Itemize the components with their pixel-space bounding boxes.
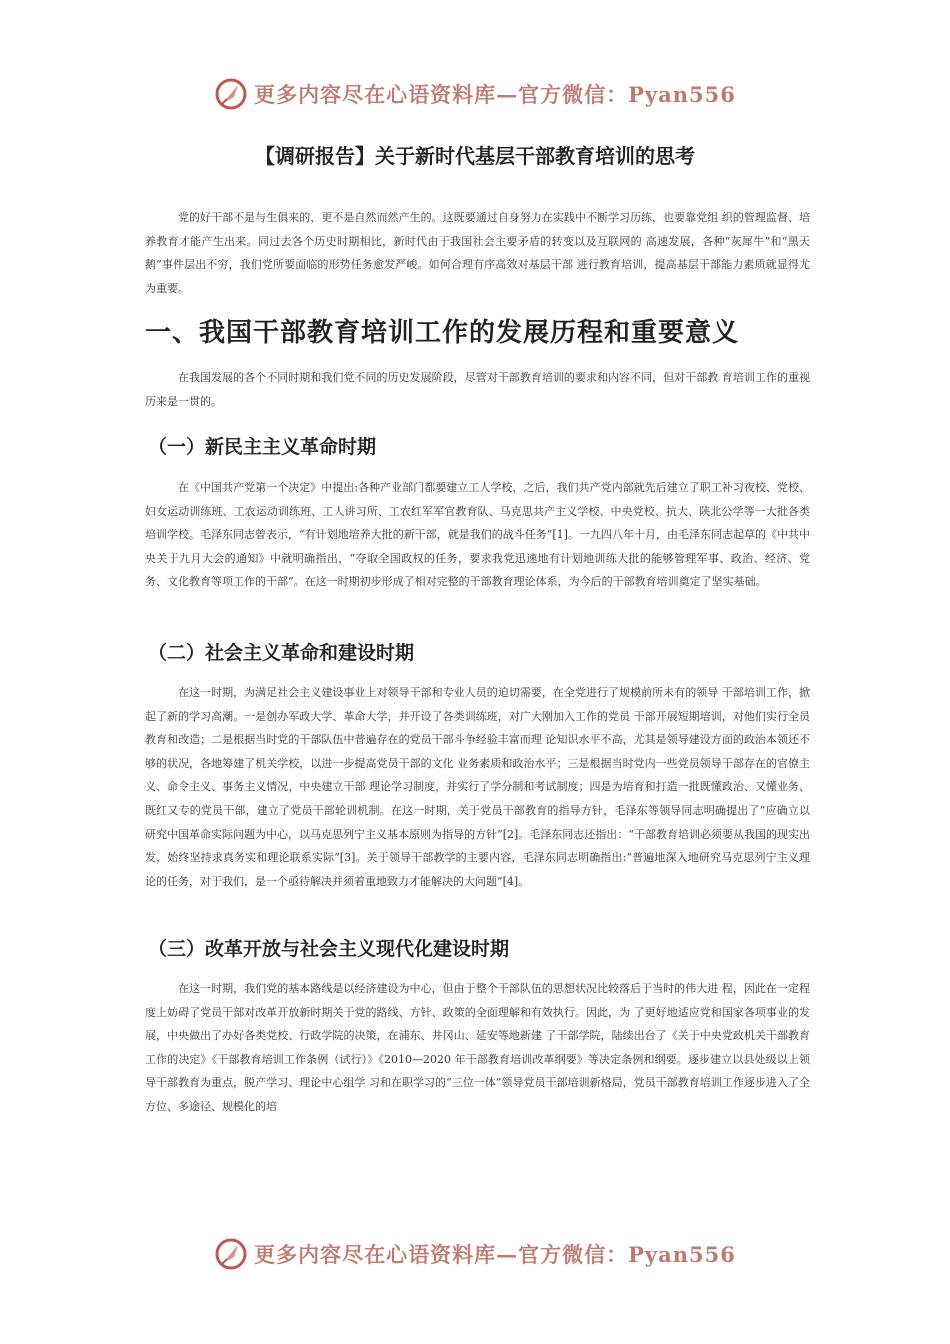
- quill-logo-icon: [214, 1237, 248, 1271]
- header-watermark-banner: [0, 74, 950, 114]
- subsection-3-heading: （三）改革开放与社会主义现代化建设时期: [148, 938, 510, 960]
- document-title: 【调研报告】关于新时代基层干部教育培训的思考: [255, 144, 695, 168]
- subsection-1-text: 在《中国共产党第一个决定》中提出:各种产业部门都要建立工人学校，之后，我们共产党内部就先后建立了职工补习夜校、党校、妇女运动训练班、工农运动训练班、工人讲习所、工农红军军官教育队、马克思共产主义学校、中央党校、抗大、陕北公学等一大批各类培训学校。毛泽东同志曾表示，“有计划地培养大批的新干部，就是我们的战斗任务”[1]。一九四八年十月，由毛泽东同志起草的《中共中央关于九月大会的通知》中就明确指出，“夺取全国政权的任务，要求我党迅速地有计划地训练大批的能够管理军事、政治、经济、党务、文化教育等项工作的干部”。在这一时期初步形成了相对完整的干部教育理论体系，为今后的干部教育培训奠定了坚实基础。: [145, 481, 810, 589]
- watermark-text: 更多内容尽在心语资料库—官方微信：Pyan556: [254, 82, 736, 107]
- watermark-text: 更多内容尽在心语资料库—官方微信：Pyan556: [254, 1242, 736, 1267]
- section-1-intro: 在我国发展的各个不同时期和我们党不同的历史发展阶段，尽管对干部教育培训的要求和内容不同，但对干部教 育培训工作的重视历来是一贯的。: [145, 371, 810, 408]
- subsection-2-text: 在这一时期，为满足社会主义建设事业上对领导干部和专业人员的迫切需要，在全党进行了规模前所未有的领导 干部培训工作，掀起了新的学习高潮。一是创办军政大学、革命大学，并开设了各类训练班，对广大刚加入工作的党员 干部开展短期培训，对他们实行全员教育和改造；二是根据当时党的干部队伍中普遍存在的党员干部斗争经验丰富而理 论知识水平不高，尤其是领导建设方面的政治本领还不够的状况，各地筹建了机关学校，以进一步提高党员干部的文化 业务素质和政治水平；三是根据当时党内一些党员领导干部存在的官僚主义、命令主义、事务主义情况，中央建立干部 理论学习制度，并实行了学分制和考试制度；四是为培育和打造一批既懂政治、又懂业务、既红又专的党员干部，建立了党员干部轮训机制。在这一时期，关于党员干部教育的指导方针，毛泽东等领导同志明确提出了“应确立以研究中国革命实际问题为中心，以马克思列宁主义基本原则为指导的方针”[2]。毛泽东同志还指出：“干部教育培训必须要从我国的现实出发，始终坚持求真务实和理论联系实际”[3]。关于领导干部教学的主要内容，毛泽东同志明确指出:“普遍地深入地研究马克思列宁主义理论的任务，对于我们，是一个亟待解决并须着重地致力才能解决的大问题”[4]。: [145, 686, 810, 888]
- subsection-2-heading: （二）社会主义革命和建设时期: [148, 642, 415, 664]
- quill-logo-icon: [214, 77, 248, 111]
- subsection-1-heading: （一）新民主主义革命时期: [148, 436, 377, 458]
- footer-watermark-banner: [0, 1234, 950, 1274]
- section-1-heading: 一、我国干部教育培训工作的发展历程和重要意义: [145, 318, 740, 348]
- intro-paragraph: 党的好干部不是与生俱来的，更不是自然而然产生的。这既要通过自身努力在实践中不断学习历练，也要靠党组 织的管理监督、培养教育才能产生出来。同过去各个历史时期相比，新时代由于我国社会主要矛盾的转变以及互联网的 高速发展，各种“灰犀牛”和“黑天鹅”事件层出不穷，我们党所要面临的形势任务愈发严峻。如何合理有序高效对基层干部 进行教育培训，提高基层干部能力素质就显得尤为重要。: [145, 211, 810, 295]
- subsection-3-text: 在这一时期，我们党的基本路线是以经济建设为中心，但由于整个干部队伍的思想状况比较落后于当时的伟大进 程，因此在一定程度上妨碍了党员干部对改革开放新时期关于党的路线、方针、政策的全面理解和有效执行。因此，为 了更好地适应党和国家各项事业的发展，中央做出了办好各类党校、行政学院的决策，在浦东、井冈山、延安等地新建 了干部学院，陆续出台了《关于中央党政机关干部教育工作的决定》《干部教育培训工作条例（试行）》《2010—2020 年干部教育培训改革纲要》等决定条例和纲要。逐步建立以县处级以上领导干部教育为重点，脱产学习、理论中心组学 习和在职学习的“三位一体”领导党员干部培训新格局，党员干部教育培训工作逐步进入了全方位、多途径、规模化的培: [145, 982, 810, 1113]
